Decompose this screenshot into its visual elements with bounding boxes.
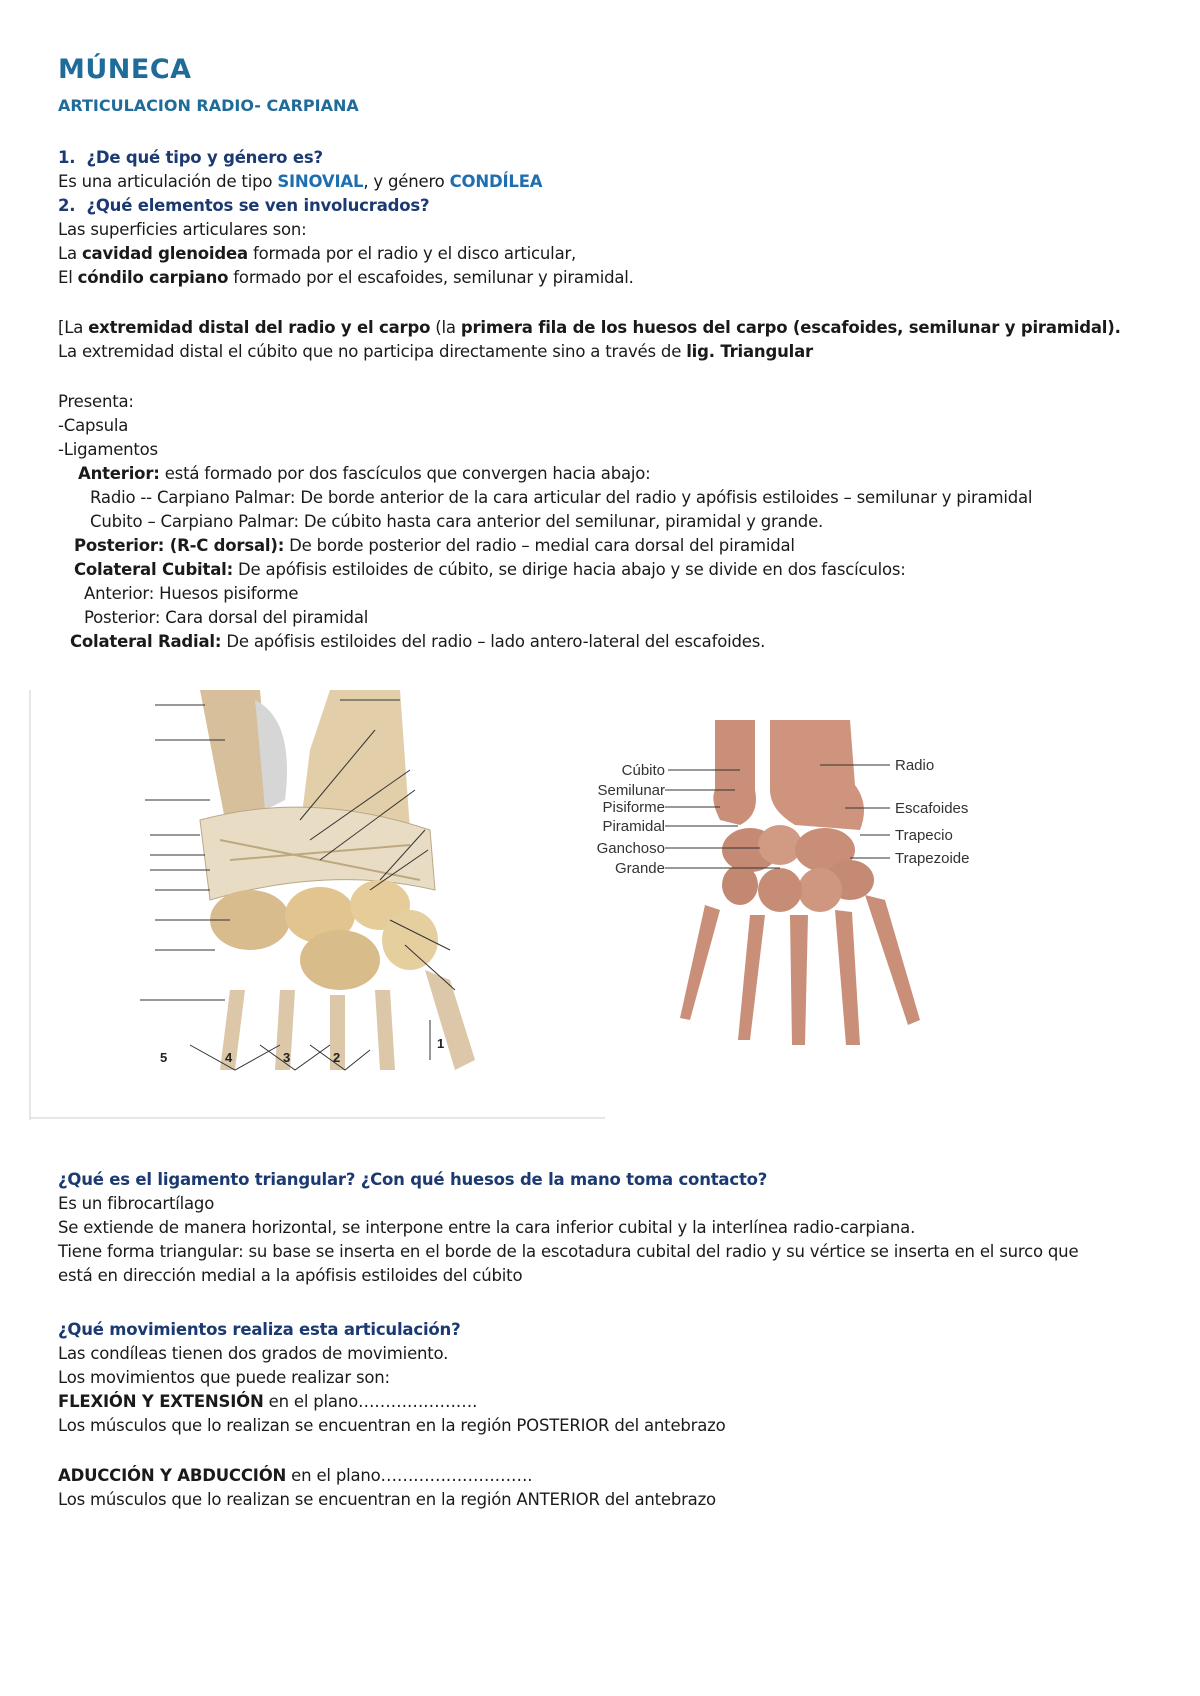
label-piramidal: Piramidal: [602, 818, 665, 835]
label-trapecio: Trapecio: [895, 827, 953, 844]
term-condilo-carpiano: cóndilo carpiano: [77, 268, 229, 287]
question-2-number: 2.: [58, 196, 76, 215]
answer-1: [58, 170, 542, 194]
answer-4-line-2: Los movimientos que puede realizar son:: [58, 1368, 390, 1387]
answer-3-line-2: Se extiende de manera horizontal, se interpone entre la cara inferior cubital y la interlínea radio-carpiana.: [58, 1218, 916, 1237]
label-cubito: Cúbito: [621, 762, 665, 779]
term-cavidad-glenoidea: cavidad glenoidea: [81, 244, 248, 263]
ligamento-cubito-carpiano: Cubito – Carpiano Palmar: De cúbito hasta cara anterior del semilunar, piramidal y grande.: [90, 512, 824, 531]
keyword-condilea: CONDÍLEA: [449, 172, 543, 191]
term-primera-fila: primera fila de los huesos del carpo (escafoides, semilunar y piramidal).: [460, 318, 1121, 337]
text-run: De borde posterior del radio – medial cara dorsal del piramidal: [284, 536, 795, 555]
term-flexion-extension: FLEXIÓN Y EXTENSIÓN: [58, 1392, 264, 1411]
figure-number: 5: [160, 1050, 168, 1065]
colateral-cubital-posterior: Posterior: Cara dorsal del piramidal: [84, 608, 369, 627]
ligament-band: [200, 807, 435, 900]
text-run: formado por el escafoides, semilunar y piramidal.: [228, 268, 634, 287]
text-run: en el plano………………….: [263, 1392, 478, 1411]
surfaces-line-1: [58, 242, 576, 266]
carpal-bones-illustration: [596, 700, 1090, 1050]
question-4: ¿Qué movimientos realiza esta articulación?: [58, 1320, 461, 1339]
label-ganchoso: Ganchoso: [596, 840, 665, 857]
answer-4-line-1: Las condíleas tienen dos grados de movimiento.: [58, 1344, 449, 1363]
movement-flexion: [58, 1390, 477, 1414]
term-aduccion-abduccion: ADUCCIÓN Y ABDUCCIÓN: [58, 1466, 287, 1485]
presenta-capsula: -Capsula: [58, 416, 129, 435]
wrist-ligaments-illustration: [30, 690, 605, 1120]
term-extremidad-distal: extremidad distal del radio y el carpo: [88, 318, 431, 337]
text-run: La extremidad distal el cúbito que no participa directamente sino a través de: [58, 342, 687, 361]
figure-number: 4: [225, 1050, 233, 1065]
figure-number: 3: [283, 1050, 291, 1065]
ligamento-radio-carpiano: Radio -- Carpiano Palmar: De borde anterior de la cara articular del radio y apófisis estiloides – semilunar y piramidal: [90, 488, 1033, 507]
text-run: está formado por dos fascículos que convergen hacia abajo:: [159, 464, 651, 483]
answer-1-part: , y género: [363, 172, 450, 191]
answer-3-line-4: está en dirección medial a la apófisis estiloides del cúbito: [58, 1266, 523, 1285]
bones: [680, 720, 920, 1045]
ligamento-posterior: [74, 534, 795, 558]
term-posterior: Posterior: (R-C dorsal):: [74, 536, 285, 555]
text-run: El: [58, 268, 78, 287]
label-radio: Radio: [895, 757, 935, 774]
ligamento-colateral-cubital: [74, 558, 906, 582]
label-grande: Grande: [614, 860, 665, 877]
movement-aduccion: [58, 1464, 532, 1488]
carpal-bones: [210, 880, 438, 990]
term-anterior: Anterior:: [78, 464, 160, 483]
label-semilunar: Semilunar: [597, 782, 665, 799]
label-pisiforme: Pisiforme: [602, 799, 665, 816]
figure-number: 2: [333, 1050, 341, 1065]
answer-1-part: Es una articulación de tipo: [58, 172, 278, 191]
question-1: [58, 146, 323, 170]
label-escafoides: Escafoides: [895, 800, 969, 817]
page-title: MÚNECA: [58, 54, 192, 85]
movement-flexion-muscles: Los músculos que lo realizan se encuentran en la región POSTERIOR del antebrazo: [58, 1416, 726, 1435]
text-run: [La: [58, 318, 89, 337]
label-trapezoide: Trapezoide: [895, 850, 970, 867]
question-1-number: 1.: [58, 148, 76, 167]
question-3: ¿Qué es el ligamento triangular? ¿Con qué huesos de la mano toma contacto?: [58, 1170, 768, 1189]
text-run: (la: [430, 318, 461, 337]
page-subtitle: ARTICULACION RADIO- CARPIANA: [58, 96, 359, 115]
presenta-title: Presenta:: [58, 392, 134, 411]
surfaces-line-2: [58, 266, 634, 290]
ligamento-colateral-radial: [70, 630, 765, 654]
bracket-line-2: [58, 340, 813, 364]
text-run: De apófisis estiloides del radio – lado antero-lateral del escafoides.: [221, 632, 766, 651]
question-1-text: ¿De qué tipo y género es?: [86, 148, 323, 167]
question-2: [58, 194, 429, 218]
text-run: formada por el radio y el disco articular,: [247, 244, 577, 263]
answer-3-line-3: Tiene forma triangular: su base se inserta en el borde de la escotadura cubital del radio y su vértice se inserta en el surco que: [58, 1242, 1079, 1261]
term-lig-triangular: lig. Triangular: [686, 342, 813, 361]
bracket-line-1: [58, 316, 1121, 340]
surfaces-intro: Las superficies articulares son:: [58, 220, 307, 239]
answer-3-line-1: Es un fibrocartílago: [58, 1194, 215, 1213]
text-run: La: [58, 244, 82, 263]
figure-number: 1: [437, 1036, 445, 1051]
text-run: en el plano……………………….: [286, 1466, 533, 1485]
term-colateral-cubital: Colateral Cubital:: [74, 560, 233, 579]
question-2-text: ¿Qué elementos se ven involucrados?: [86, 196, 430, 215]
term-colateral-radial: Colateral Radial:: [70, 632, 222, 651]
presenta-ligamentos: -Ligamentos: [58, 440, 158, 459]
text-run: De apófisis estiloides de cúbito, se dirige hacia abajo y se divide en dos fascículos:: [232, 560, 906, 579]
colateral-cubital-anterior: Anterior: Huesos pisiforme: [84, 584, 299, 603]
movement-aduccion-muscles: Los músculos que lo realizan se encuentran en la región ANTERIOR del antebrazo: [58, 1490, 716, 1509]
keyword-sinovial: SINOVIAL: [277, 172, 364, 191]
ligamento-anterior: [78, 462, 651, 486]
